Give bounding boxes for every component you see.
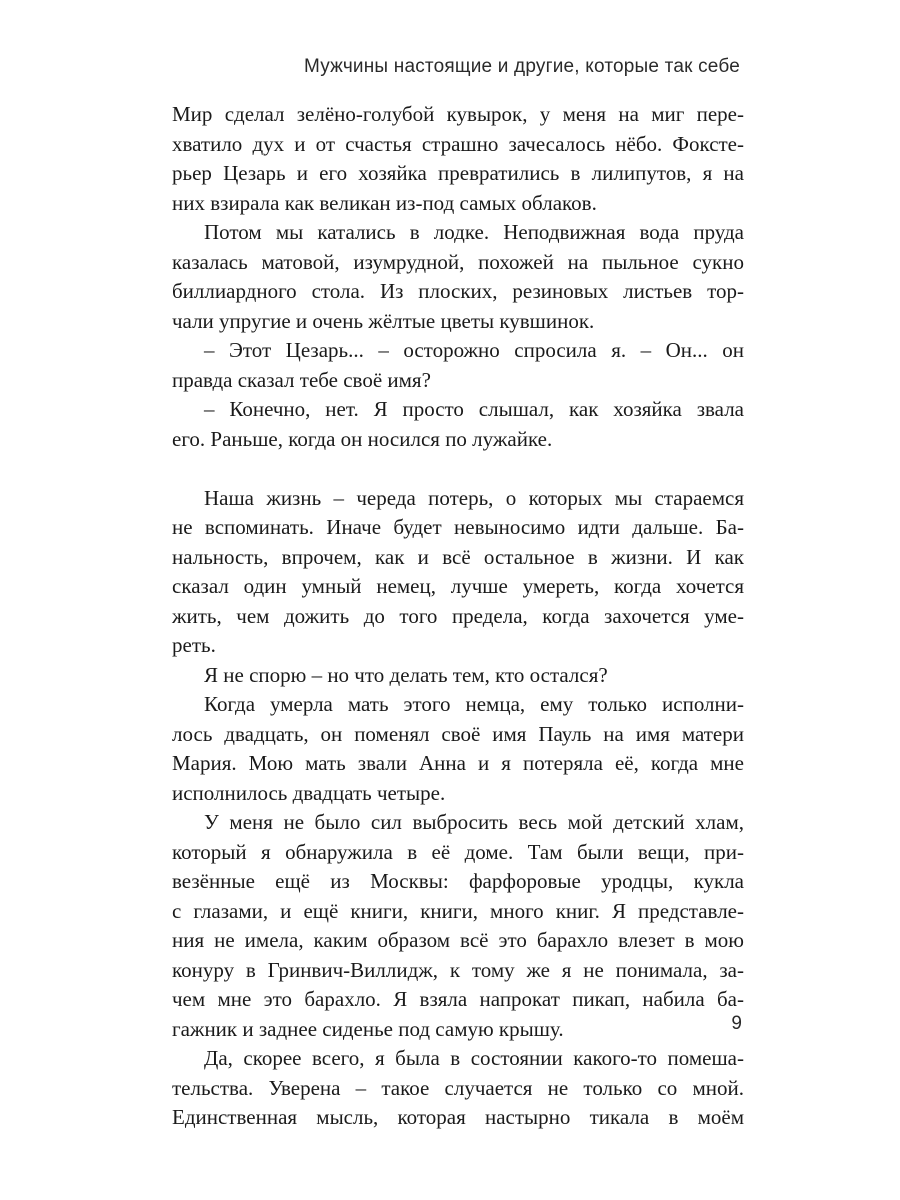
text-line: с глазами, и ещё книги, книги, много книг. Я представле-	[172, 898, 744, 923]
text-line: У меня не было сил выбросить весь мой детский хлам,	[204, 810, 744, 834]
text-line: казалась матовой, изумрудной, похожей на пыльное сукно	[172, 249, 744, 274]
text-line: нальность, впрочем, как и всё остальное в жизни. И как	[172, 544, 744, 569]
text-line: который я обнаружила в её доме. Там были вещи, при-	[172, 839, 744, 864]
running-head: Мужчины настоящие и другие, которые так себе	[303, 56, 740, 77]
text-line: не вспоминать. Иначе будет невыносимо идти дальше. Ба-	[172, 515, 744, 539]
text-line: лось двадцать, он поменял своё имя Пауль на имя матери	[172, 721, 744, 746]
text-line: его. Раньше, когда он носился по лужайке.	[172, 426, 553, 451]
text-line: хватило дух и от счастья страшно зачесалось нёбо. Фоксте-	[172, 131, 744, 156]
text-line: Потом мы катались в лодке. Неподвижная вода пруда	[204, 220, 744, 244]
text-line: Мария. Мою мать звали Анна и я потеряла её, когда мне	[172, 751, 744, 775]
text-line: них взирала как великан из-под самых облаков.	[172, 190, 597, 215]
text-line: – Этот Цезарь... – осторожно спросила я. – Он... он	[204, 338, 744, 362]
text-line: гажник и заднее сиденье под самую крышу.	[172, 1016, 564, 1041]
text-line: сказал один умный немец, лучше умереть, когда хочется	[172, 574, 744, 598]
text-line: Когда умерла мать этого немца, ему только исполни-	[204, 692, 744, 716]
text-line: правда сказал тебе своё имя?	[172, 367, 431, 392]
text-line: чали упругие и очень жёлтые цветы кувшинок.	[172, 308, 595, 333]
page-number: 9	[731, 1013, 742, 1034]
text-line: – Конечно, нет. Я просто слышал, как хозяйка звала	[204, 397, 744, 421]
body-text	[172, 100, 744, 1133]
text-line: чем мне это барахло. Я взяла напрокат пикап, набила ба-	[172, 987, 744, 1011]
text-line: исполнилось двадцать четыре.	[172, 780, 446, 805]
text-line: Единственная мысль, которая настырно тикала в моём	[172, 1105, 744, 1129]
text-line: конуру в Гринвич-Виллидж, к тому же я не понимала, за-	[172, 957, 744, 982]
text-line: тельства. Уверена – такое случается не только со мной.	[172, 1075, 744, 1100]
text-line: биллиардного стола. Из плоских, резиновых листьев тор-	[172, 279, 744, 303]
text-line: Наша жизнь – череда потерь, о которых мы стараемся	[204, 485, 744, 510]
text-line: везённые ещё из Москвы: фарфоровые уродцы, кукла	[172, 869, 744, 893]
text-line: Мир сделал зелёно-голубой кувырок, у меня на миг пере-	[172, 102, 744, 126]
text-line: рьер Цезарь и его хозяйка превратились в лилипутов, я на	[172, 161, 744, 185]
text-line: жить, чем дожить до того предела, когда захочется уме-	[172, 603, 744, 628]
text-line: Да, скорее всего, я была в состоянии какого-то помеша-	[204, 1046, 744, 1070]
text-line: Я не спорю – но что делать тем, кто остался?	[204, 662, 608, 687]
section-break	[172, 454, 744, 484]
text-line: реть.	[172, 633, 216, 657]
text-line: ния не имела, каким образом всё это барахло влезет в мою	[172, 928, 744, 952]
